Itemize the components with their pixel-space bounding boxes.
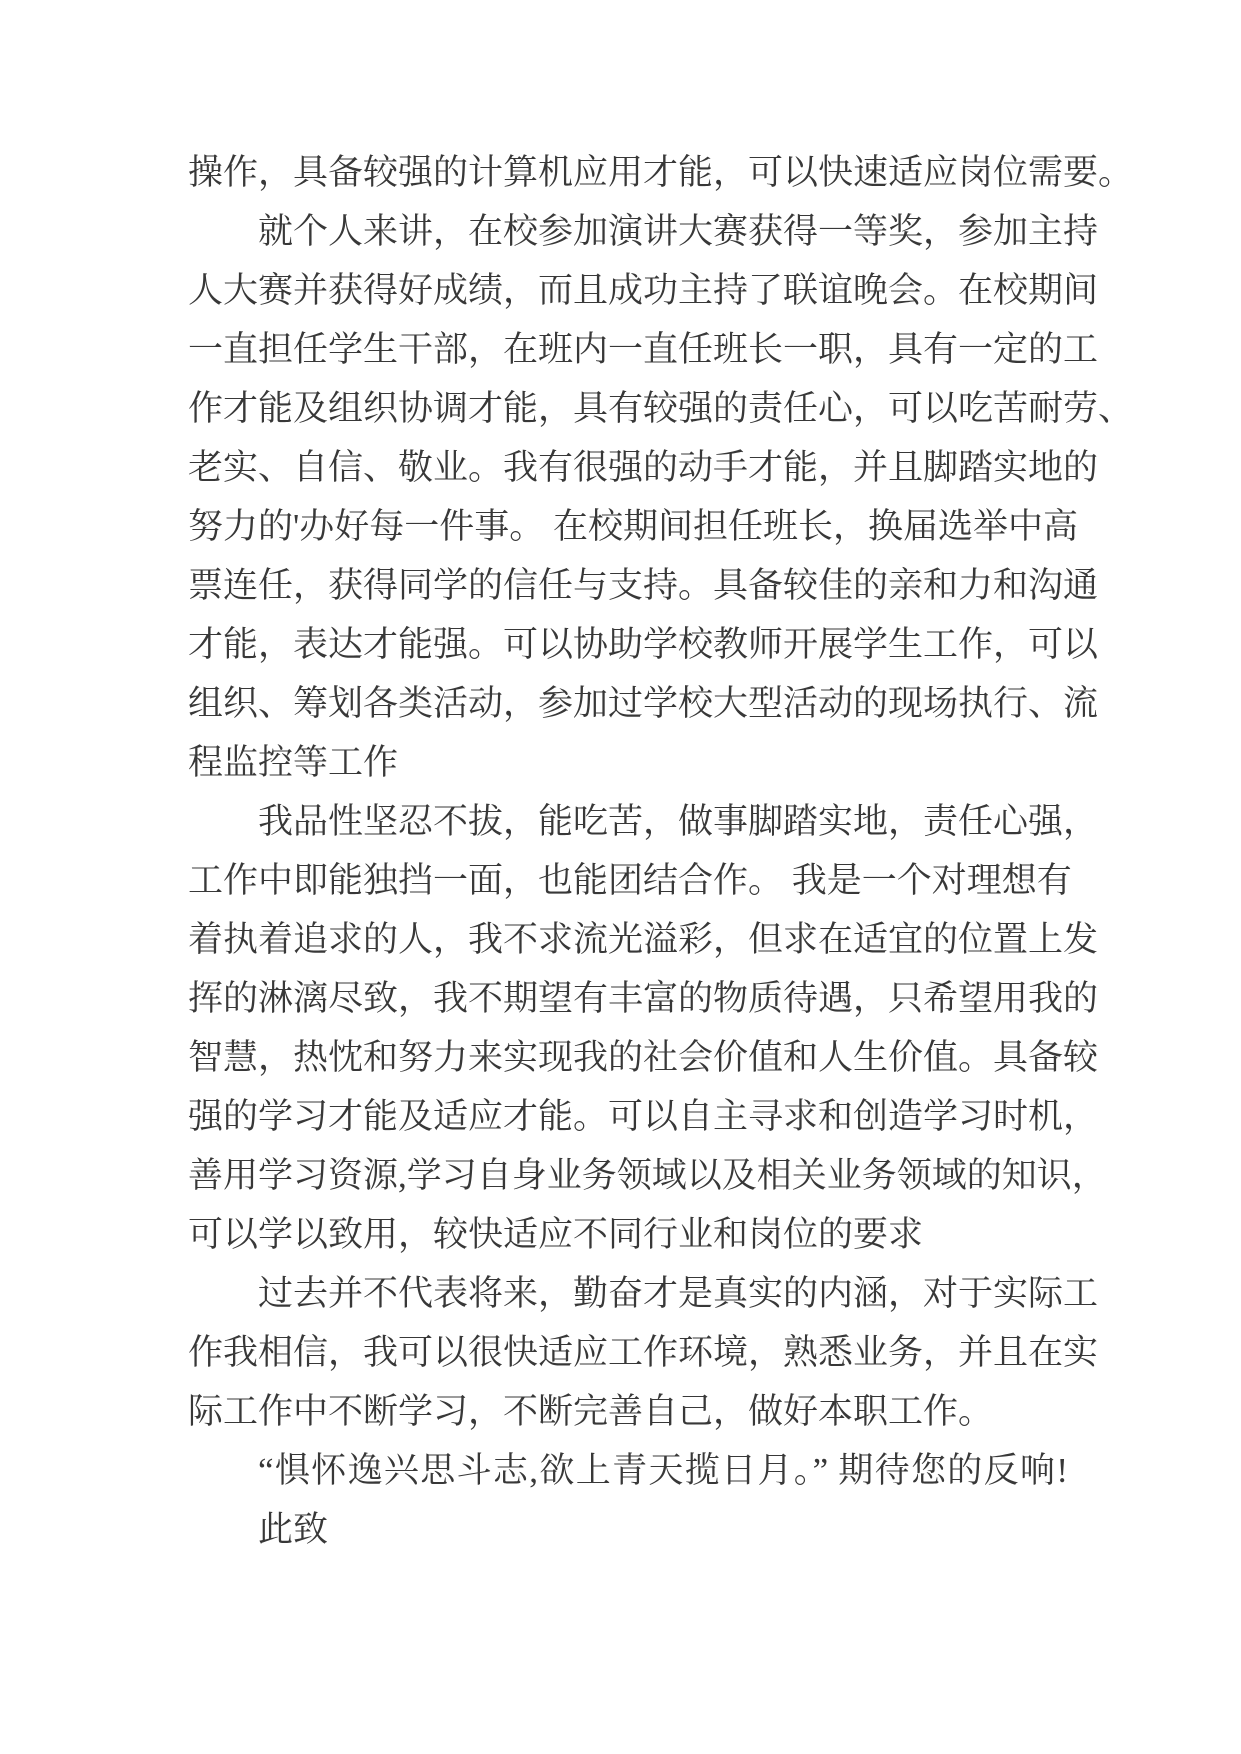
text-line: “惧怀逸兴思斗志,欲上青天揽日月。” 期待您的反响! — [258, 1451, 1068, 1490]
text-line: 可以学以致用，较快适应不同行业和岗位的要求 — [188, 1215, 924, 1254]
text-line: 智慧，热忱和努力来实现我的社会价值和人生价值。具备较 — [188, 1038, 1099, 1077]
paragraph-6 — [188, 1500, 1068, 1559]
paragraph-3 — [188, 792, 1107, 1264]
text-line: 作才能及组织协调才能，具有较强的责任心，可以吃苦耐劳、 — [188, 389, 1134, 428]
text-line: 际工作中不断学习，不断完善自己，做好本职工作。 — [188, 1392, 994, 1431]
text-line: 此致 — [258, 1510, 329, 1549]
text-line: 人大赛并获得好成绩，而且成功主持了联谊晚会。在校期间 — [188, 271, 1099, 310]
text-line: 努力的'办好每一件事。 在校期间担任班长，换届选举中高 — [188, 507, 1079, 546]
text-line: 一直担任学生干部，在班内一直任班长一职，具有一定的工 — [188, 330, 1099, 369]
text-line: 工作中即能独挡一面，也能团结合作。 我是一个对理想有 — [188, 861, 1072, 900]
text-line: 我品性坚忍不拔，能吃苦，做事脚踏实地，责任心强， — [258, 802, 1099, 841]
text-line: 善用学习资源,学习自身业务领域以及相关业务领域的知识， — [188, 1156, 1107, 1195]
paragraph-4 — [188, 1264, 1099, 1441]
text-line: 操作，具备较强的计算机应用才能，可以快速适应岗位需要。 — [188, 153, 1134, 192]
text-line: 老实、自信、敬业。我有很强的动手才能，并且脚踏实地的 — [188, 448, 1099, 487]
text-line: 挥的淋漓尽致，我不期望有丰富的物质待遇，只希望用我的 — [188, 979, 1099, 1018]
paragraph-2 — [188, 202, 1134, 792]
text-line: 票连任，获得同学的信任与支持。具备较佳的亲和力和沟通 — [188, 566, 1099, 605]
text-line: 作我相信，我可以很快适应工作环境，熟悉业务，并且在实 — [188, 1333, 1099, 1372]
text-line: 组织、筹划各类活动，参加过学校大型活动的现场执行、流 — [188, 684, 1099, 723]
document-body — [188, 143, 1134, 1559]
text-line: 才能，表达才能强。可以协助学校教师开展学生工作，可以 — [188, 625, 1099, 664]
text-line: 过去并不代表将来，勤奋才是真实的内涵，对于实际工 — [258, 1274, 1099, 1313]
text-line: 强的学习才能及适应才能。可以自主寻求和创造学习时机， — [188, 1097, 1099, 1136]
text-line: 着执着追求的人，我不求流光溢彩，但求在适宜的位置上发 — [188, 920, 1099, 959]
text-line: 程监控等工作 — [188, 743, 399, 782]
paragraph-5 — [188, 1441, 1068, 1500]
paragraph-1 — [188, 143, 1134, 202]
text-line: 就个人来讲，在校参加演讲大赛获得一等奖，参加主持 — [258, 212, 1099, 251]
